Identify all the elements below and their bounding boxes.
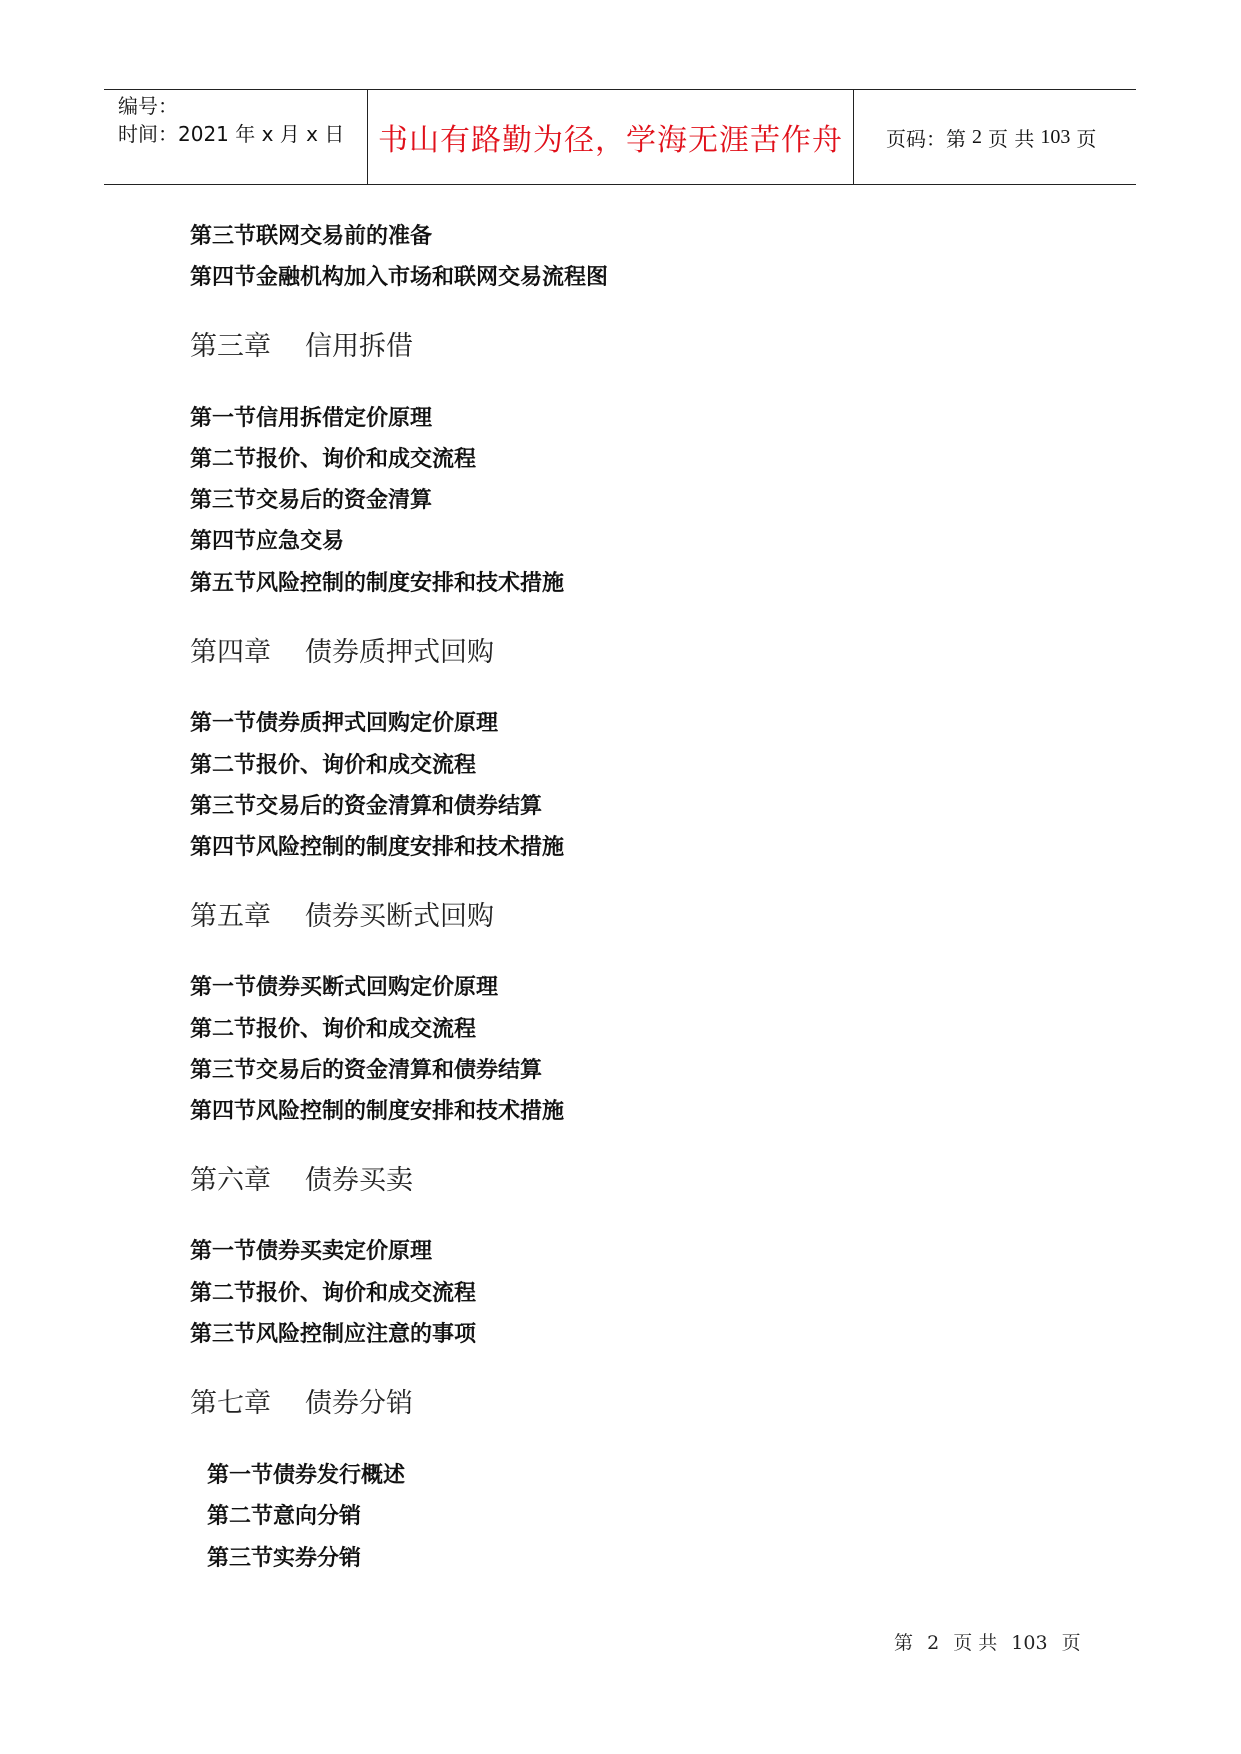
header-page-info — [868, 90, 1154, 184]
page-header — [104, 89, 1136, 185]
toc-section: 第五节风险控制的制度安排和技术措施 — [190, 570, 565, 596]
time-label: 时间：2021 年 x 月 x 日 — [118, 122, 345, 146]
header-page-total: 103 — [1040, 125, 1071, 148]
header-motto: 书山有路勤为径，学海无涯苦作舟 — [367, 90, 854, 184]
toc-section: 第一节债券质押式回购定价原理 — [190, 710, 499, 736]
header-page-mid: 页 共 — [988, 126, 1035, 151]
chapter-number: 第三章 — [190, 331, 271, 362]
toc-section: 第四节风险控制的制度安排和技术措施 — [190, 834, 565, 860]
toc-chapter — [190, 1158, 413, 1197]
header-meta — [118, 90, 368, 184]
footer-prefix: 第 — [894, 1632, 914, 1654]
chapter-number: 第六章 — [190, 1165, 271, 1196]
chapter-title: 债券买卖 — [305, 1165, 413, 1196]
header-page-suffix: 页 — [1076, 126, 1097, 151]
header-page-prefix: 页码：第 — [886, 126, 966, 151]
toc-section: 第三节风险控制应注意的事项 — [190, 1321, 477, 1347]
toc-section: 第三节交易后的资金清算和债券结算 — [190, 1057, 543, 1083]
footer-page-total: 103 — [1011, 1632, 1048, 1654]
chapter-number: 第七章 — [190, 1388, 271, 1419]
serial-label: 编号： — [118, 94, 178, 118]
toc-section: 第四节风险控制的制度安排和技术措施 — [190, 1098, 565, 1124]
footer-mid: 页 共 — [953, 1632, 998, 1654]
toc-section: 第三节交易后的资金清算和债券结算 — [190, 793, 543, 819]
chapter-title: 债券质押式回购 — [305, 637, 494, 668]
toc-section: 第四节金融机构加入市场和联网交易流程图 — [190, 264, 609, 290]
toc-section: 第三节实券分销 — [207, 1545, 362, 1571]
toc-section: 第一节债券买断式回购定价原理 — [190, 974, 499, 1000]
toc-chapter — [190, 630, 494, 669]
toc-section: 第四节应急交易 — [190, 528, 345, 554]
chapter-number: 第四章 — [190, 637, 271, 668]
toc-section: 第二节报价、询价和成交流程 — [190, 1280, 477, 1306]
chapter-title: 债券买断式回购 — [305, 901, 494, 932]
toc-section: 第一节信用拆借定价原理 — [190, 405, 433, 431]
footer-suffix: 页 — [1061, 1632, 1081, 1654]
page-footer — [894, 1628, 1089, 1655]
header-page-number: 2 — [972, 125, 982, 148]
chapter-title: 债券分销 — [305, 1388, 413, 1419]
toc-section: 第二节报价、询价和成交流程 — [190, 752, 477, 778]
toc-section: 第三节联网交易前的准备 — [190, 223, 433, 249]
toc-chapter — [190, 324, 413, 363]
chapter-number: 第五章 — [190, 901, 271, 932]
toc-section: 第一节债券买卖定价原理 — [190, 1238, 433, 1264]
toc-section: 第一节债券发行概述 — [207, 1462, 406, 1488]
toc-section: 第二节报价、询价和成交流程 — [190, 446, 477, 472]
chapter-title: 信用拆借 — [305, 331, 413, 362]
toc-section: 第三节交易后的资金清算 — [190, 487, 433, 513]
toc-section: 第二节意向分销 — [207, 1503, 362, 1529]
toc-section: 第二节报价、询价和成交流程 — [190, 1016, 477, 1042]
toc-chapter — [190, 894, 494, 933]
toc-chapter — [190, 1381, 413, 1420]
footer-page-number: 2 — [927, 1632, 940, 1654]
